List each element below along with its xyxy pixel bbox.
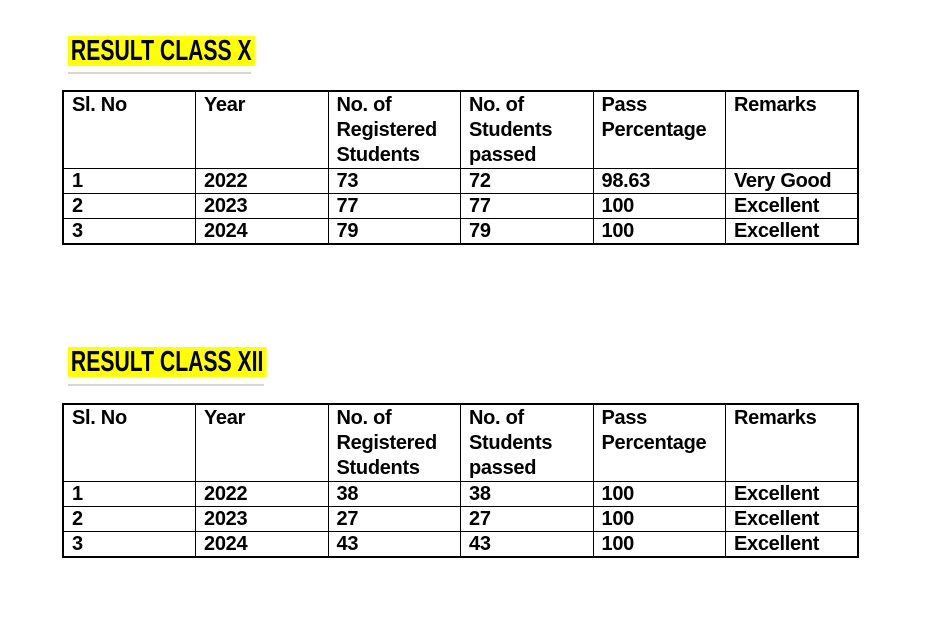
title-underline-class-x bbox=[68, 72, 251, 74]
cell-passed: 38 bbox=[461, 482, 594, 507]
section-title-class-xii-text: RESULT CLASS XII bbox=[68, 347, 266, 377]
column-header-sl-no: Sl. No bbox=[63, 404, 196, 482]
column-header-year: Year bbox=[196, 404, 329, 482]
column-header-sl-no: Sl. No bbox=[63, 91, 196, 169]
table-header-row bbox=[63, 404, 858, 482]
cell-passed: 43 bbox=[461, 532, 594, 558]
cell-sl-no: 1 bbox=[63, 482, 196, 507]
table-row bbox=[63, 482, 858, 507]
section-title-class-x bbox=[68, 36, 324, 66]
cell-pass-percentage: 100 bbox=[593, 507, 726, 532]
cell-registered: 38 bbox=[328, 482, 461, 507]
cell-remarks: Excellent bbox=[726, 532, 859, 558]
cell-passed: 77 bbox=[461, 194, 594, 219]
cell-sl-no: 3 bbox=[63, 219, 196, 245]
cell-passed: 27 bbox=[461, 507, 594, 532]
result-table-class-xii bbox=[62, 403, 859, 558]
cell-year: 2024 bbox=[196, 219, 329, 245]
cell-sl-no: 2 bbox=[63, 507, 196, 532]
table-row bbox=[63, 194, 858, 219]
cell-pass-percentage: 100 bbox=[593, 219, 726, 245]
cell-pass-percentage: 100 bbox=[593, 194, 726, 219]
table-row bbox=[63, 532, 858, 558]
section-title-class-xii bbox=[68, 347, 340, 377]
cell-registered: 27 bbox=[328, 507, 461, 532]
column-header-remarks: Remarks bbox=[726, 404, 859, 482]
cell-year: 2024 bbox=[196, 532, 329, 558]
cell-sl-no: 2 bbox=[63, 194, 196, 219]
cell-remarks: Excellent bbox=[726, 194, 859, 219]
cell-remarks: Excellent bbox=[726, 482, 859, 507]
column-header-remarks: Remarks bbox=[726, 91, 859, 169]
column-header-pass-percentage: Pass Percentage bbox=[593, 91, 726, 169]
section-title-class-x-text: RESULT CLASS X bbox=[68, 36, 255, 66]
cell-registered: 43 bbox=[328, 532, 461, 558]
cell-pass-percentage: 100 bbox=[593, 532, 726, 558]
cell-remarks: Very Good bbox=[726, 169, 859, 194]
result-table-class-x bbox=[62, 90, 859, 245]
cell-registered: 73 bbox=[328, 169, 461, 194]
cell-sl-no: 1 bbox=[63, 169, 196, 194]
cell-passed: 72 bbox=[461, 169, 594, 194]
cell-year: 2023 bbox=[196, 194, 329, 219]
table-row bbox=[63, 507, 858, 532]
column-header-students-passed: No. of Students passed bbox=[461, 91, 594, 169]
cell-pass-percentage: 100 bbox=[593, 482, 726, 507]
cell-remarks: Excellent bbox=[726, 507, 859, 532]
cell-passed: 79 bbox=[461, 219, 594, 245]
cell-remarks: Excellent bbox=[726, 219, 859, 245]
title-underline-class-xii bbox=[68, 384, 264, 386]
cell-pass-percentage: 98.63 bbox=[593, 169, 726, 194]
column-header-registered-students: No. of Registered Students bbox=[328, 404, 461, 482]
column-header-year: Year bbox=[196, 91, 329, 169]
cell-year: 2022 bbox=[196, 482, 329, 507]
cell-registered: 77 bbox=[328, 194, 461, 219]
cell-year: 2022 bbox=[196, 169, 329, 194]
table-row bbox=[63, 169, 858, 194]
cell-year: 2023 bbox=[196, 507, 329, 532]
table-header-row bbox=[63, 91, 858, 169]
cell-registered: 79 bbox=[328, 219, 461, 245]
column-header-pass-percentage: Pass Percentage bbox=[593, 404, 726, 482]
column-header-registered-students: No. of Registered Students bbox=[328, 91, 461, 169]
cell-sl-no: 3 bbox=[63, 532, 196, 558]
column-header-students-passed: No. of Students passed bbox=[461, 404, 594, 482]
table-row bbox=[63, 219, 858, 245]
